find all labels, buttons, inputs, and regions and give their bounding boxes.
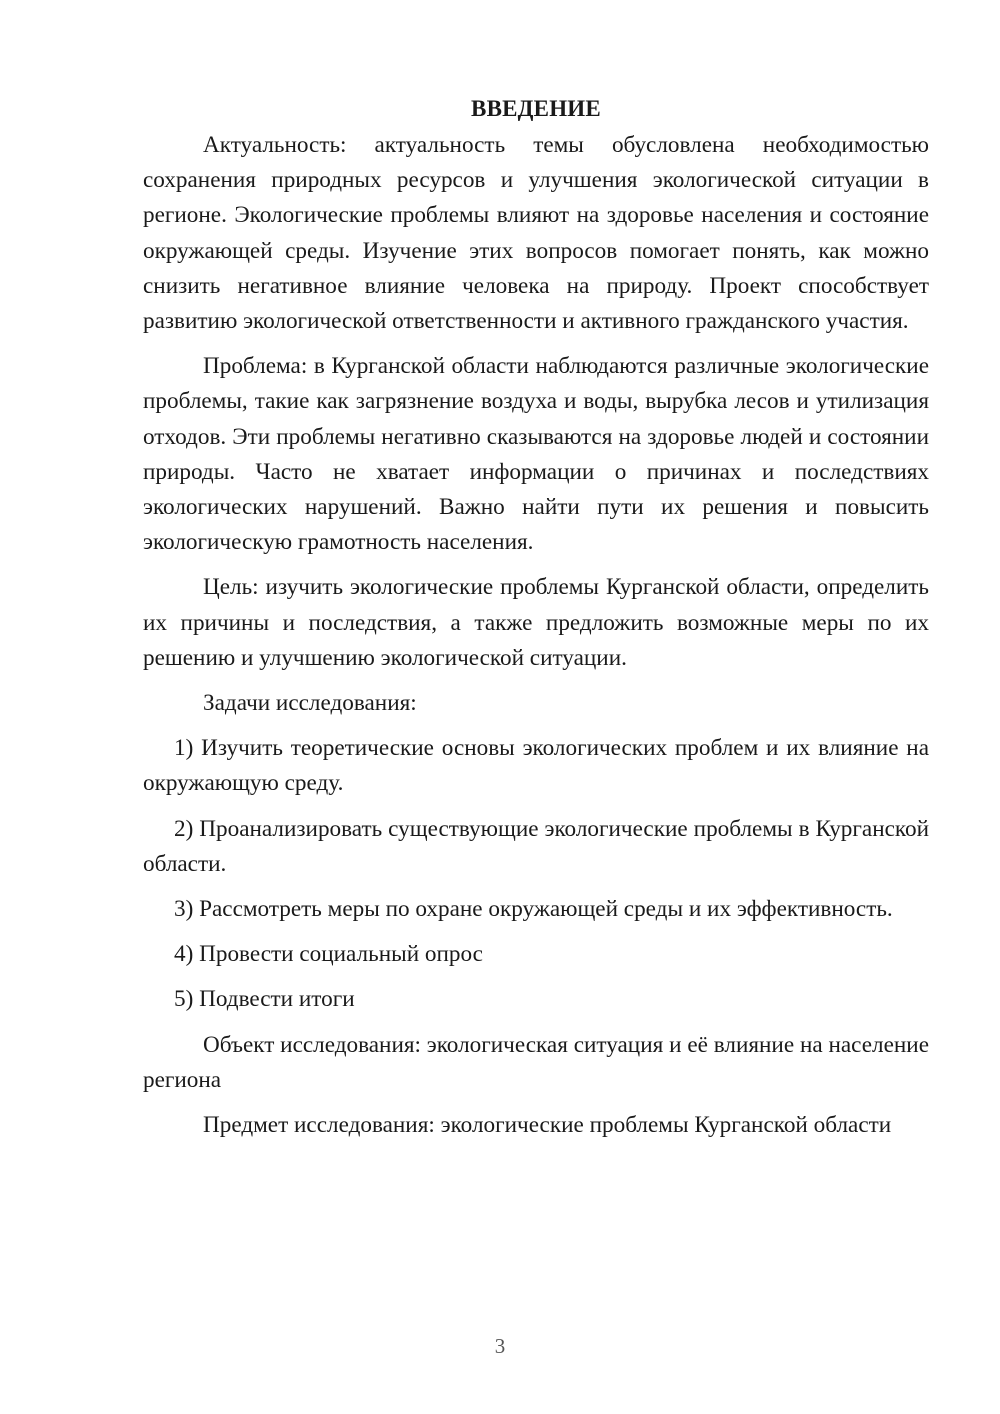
page-content bbox=[143, 92, 929, 1153]
page-number: 3 bbox=[494, 1334, 506, 1358]
task-item: 3) Рассмотреть меры по охране окружающей среды и их эффективность. bbox=[174, 896, 893, 923]
task-item: 4) Провести социальный опрос bbox=[174, 941, 483, 968]
problem-paragraph: Проблема: в Курганской области наблюдаются различные экологические проблемы, такие как загрязнение воздуха и воды, вырубка лесов и утилизация отходов. Эти проблемы негативно сказываются на здоровье людей и состоянии природы. Часто не хватает информации о причинах и последствиях экологических нарушений. Важно найти пути их решения и повысить экологическую грамотность населения. bbox=[143, 353, 929, 556]
task-item: 2) Проанализировать существующие экологические проблемы в Курганской области. bbox=[143, 815, 929, 877]
relevance-paragraph: Актуальность: актуальность темы обусловлена необходимостью сохранения природных ресурсов и улучшения экологической ситуации в регионе. Экологические проблемы влияют на здоровье населения и состояние окружающей среды. Изучение этих вопросов помогает понять, как можно снизить негативное влияние человека на природу. Проект способствует развитию экологической ответственности и активного гражданского участия. bbox=[143, 132, 929, 335]
tasks-title: Задачи исследования: bbox=[203, 690, 417, 717]
subject-paragraph: Предмет исследования: экологические проблемы Курганской области bbox=[203, 1112, 892, 1139]
tasks-list bbox=[143, 731, 929, 1017]
task-item: 1) Изучить теоретические основы экологических проблем и их влияние на окружающую среду. bbox=[143, 735, 929, 797]
object-paragraph: Объект исследования: экологическая ситуация и её влияние на население региона bbox=[143, 1031, 929, 1093]
task-item: 5) Подвести итоги bbox=[174, 986, 355, 1013]
goal-paragraph: Цель: изучить экологические проблемы Курганской области, определить их причины и последствия, а также предложить возможные меры по их решению и улучшению экологической ситуации. bbox=[143, 574, 929, 671]
section-heading: ВВЕДЕНИЕ bbox=[471, 96, 601, 121]
